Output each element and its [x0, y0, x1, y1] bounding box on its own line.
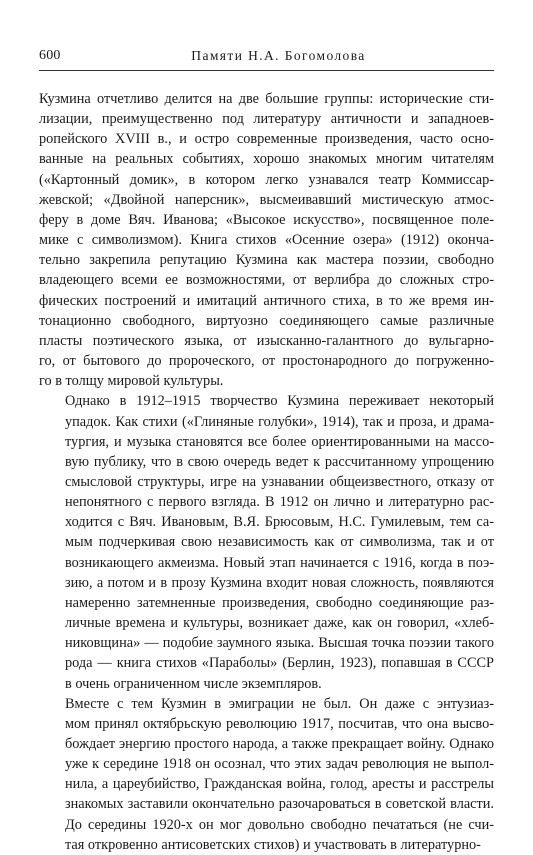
text-line: нила, а цареубийство, Гражданская война, голод, аресты и расстрелы [65, 776, 494, 793]
text-line: вую публику, что в свою очередь ведет к рассчитанному упрощению [65, 453, 494, 470]
text-line: ходится с Вяч. Ивановым, В.Я. Брюсовым, Н.С. Гумилевым, тем са- [65, 514, 494, 531]
text-line: упадок. Как стихи («Глиняные голубки», 1914), так и проза, и драма- [65, 413, 494, 430]
text-line: тая откровенно антисоветских стихов) и участвовать в литературно- [65, 836, 481, 853]
text-line: тельно закрепила репутацию Кузмина как мастера поэзии, свободно [39, 252, 494, 269]
text-line: феру в доме Вяч. Иванова; «Высокое искусство», посвященное поле- [39, 211, 494, 228]
text-line: знакомых заставили окончательно разочароваться в советской власти. [65, 796, 494, 813]
running-title: Памяти Н.А. Богомолова [191, 48, 366, 63]
running-head [39, 47, 494, 67]
text-line: уже к середине 1918 он осознал, что этих задач революция не выпол- [65, 756, 494, 773]
text-line: Кузмина отчетливо делится на две большие группы: исторические сти- [39, 91, 494, 107]
text-line: пласты поэтического языка, от изысканно-галантного до вульгарно- [39, 332, 494, 349]
text-line: рода — книга стихов «Параболы» (Берлин, 1923), попавшая в СССР [65, 655, 494, 672]
text-line: фических построений и имитаций античного стиха, в то же время ин- [39, 292, 494, 309]
text-line: Однако в 1912–1915 творчество Кузмина переживает некоторый [65, 393, 494, 410]
text-line: намеренно затемненные произведения, свободно соединяющие раз- [65, 594, 494, 611]
text-line: личные времена и культуры, возникает даже, как он говорил, «хлеб- [65, 615, 494, 632]
text-line: никовщина» — подобие заумного языка. Высшая точка поэзии такого [65, 635, 494, 652]
paragraph [39, 694, 494, 855]
page-number: 600 [39, 48, 61, 63]
header-rule [39, 70, 494, 71]
text-line: зию, а потом и в прозу Кузмина входит новая сложность, появляются [65, 574, 494, 591]
text-line: жевской; «Двойной наперсник», высмеивавший мистическую атмос- [39, 191, 494, 208]
text-line: Вместе с тем Кузмин в эмиграции не был. Он даже с энтузиаз- [65, 695, 494, 712]
text-line: («Картонный домик», в котором легко узнавался театр Коммиссар- [39, 171, 494, 188]
paragraph [39, 89, 494, 391]
text-line: мом принял октябрьскую революцию 1917, посчитав, что она высво- [65, 715, 494, 732]
body-text [39, 89, 494, 855]
paragraph [39, 391, 494, 693]
text-line: возникающего акмеизма. Новый этап начинается с 1916, когда в поэ- [65, 554, 494, 571]
text-line: лизации, преимущественно под литературу античности и западноев- [39, 111, 494, 128]
text-line: непонятного с первого взгляда. В 1912 он лично и литературно рас- [65, 494, 494, 511]
text-line: го в толщу мировой культуры. [39, 373, 224, 390]
text-line: ропейского XVIII в., и остро современные произведения, часто осно- [39, 131, 494, 148]
text-line: мике с символизмом). Книга стихов «Осенние озера» (1912) оконча- [39, 232, 494, 249]
text-line: владеющего всеми ее возможностями, от верлибра до сложных стро- [39, 272, 494, 289]
text-line: в очень ограниченном числе экземпляров. [65, 675, 322, 692]
text-line: До середины 1920-х он мог довольно свободно печататься (не счи- [65, 816, 494, 833]
text-line: тонационно свободного, виртуозно соединяющего самые различные [39, 312, 494, 329]
text-line: смысловой структуры, игре на узнавании общеизвестного, отказу от [65, 473, 494, 490]
text-line: мым подчеркивая свою независимость как от символизма, так и от [65, 534, 494, 551]
text-line: ванные на реальных событиях, хорошо знакомых многим читателям [39, 151, 494, 168]
text-line: тургия, и музыка становятся все более ориентированными на массо- [65, 433, 494, 450]
text-line: бождает энергию простого народа, а также прекращает войну. Однако [65, 736, 494, 752]
text-line: го, от бытового до пророческого, от простонародного до погруженно- [39, 353, 494, 370]
